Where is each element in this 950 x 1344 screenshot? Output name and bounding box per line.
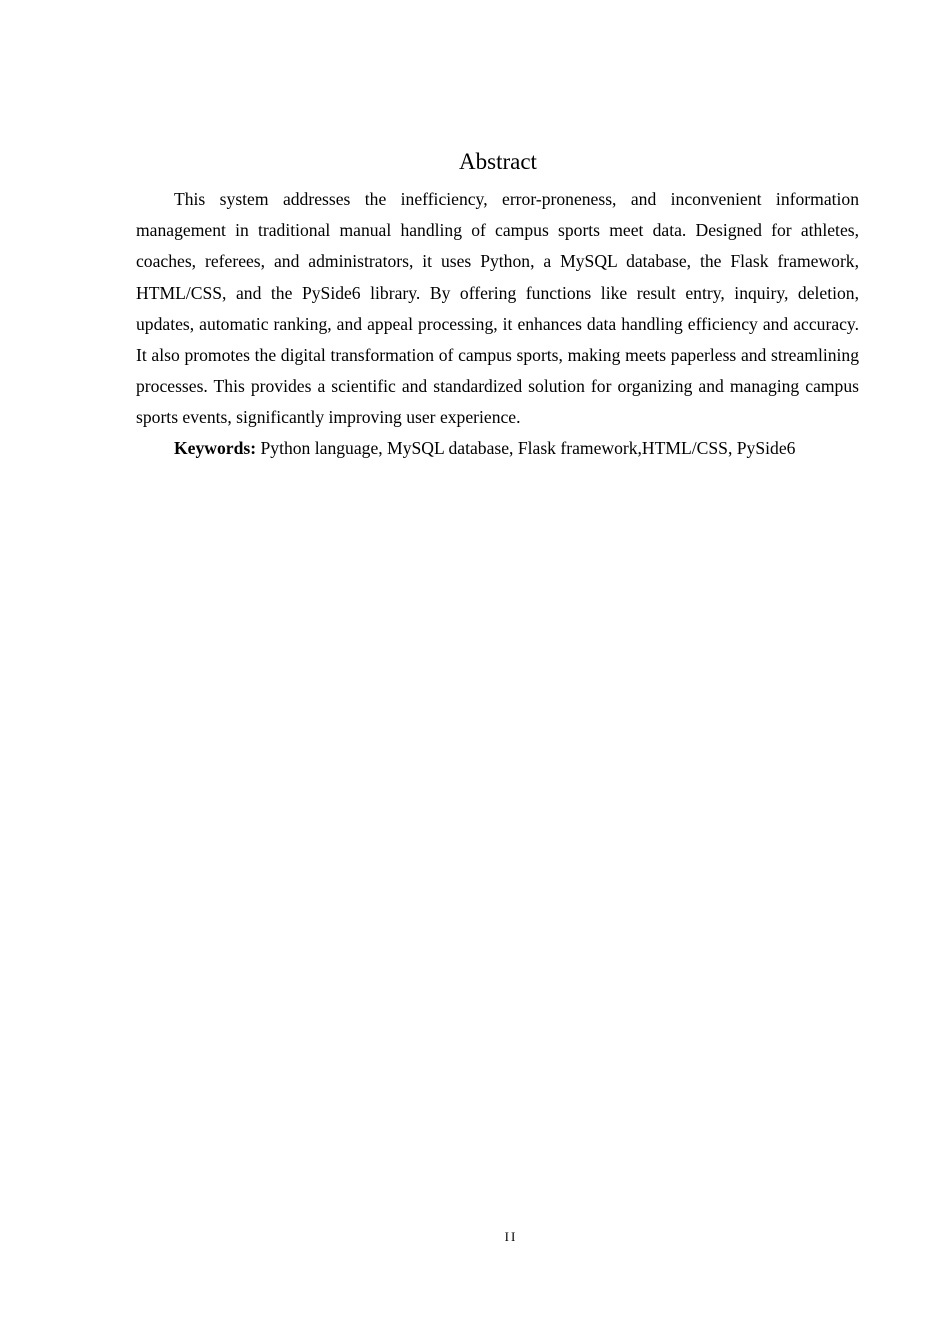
keywords-label: Keywords: (174, 438, 257, 458)
abstract-title: Abstract (459, 149, 537, 174)
keywords-line (136, 433, 859, 463)
keywords-text: Python language, MySQL database, Flask framework,HTML/CSS, PySide6 (256, 438, 796, 458)
abstract-body: This system addresses the inefficiency, error-proneness, and inconvenient information management in traditional manual handling of campus sports meet data. Designed for athletes, coaches, referees, and administrators, it uses Python, a MySQL database, the Flask framework, HTML/CSS, and the PySide6 library. By offering functions like result entry, inquiry, deletion, updates, automatic ranking, and appeal processing, it enhances data handling efficiency and accuracy. It also promotes the digital transformation of campus sports, making meets paperless and streamlining processes. This provides a scientific and standardized solution for organizing and managing campus sports events, significantly improving user experience. (136, 189, 859, 428)
page-number: II (504, 1229, 518, 1244)
